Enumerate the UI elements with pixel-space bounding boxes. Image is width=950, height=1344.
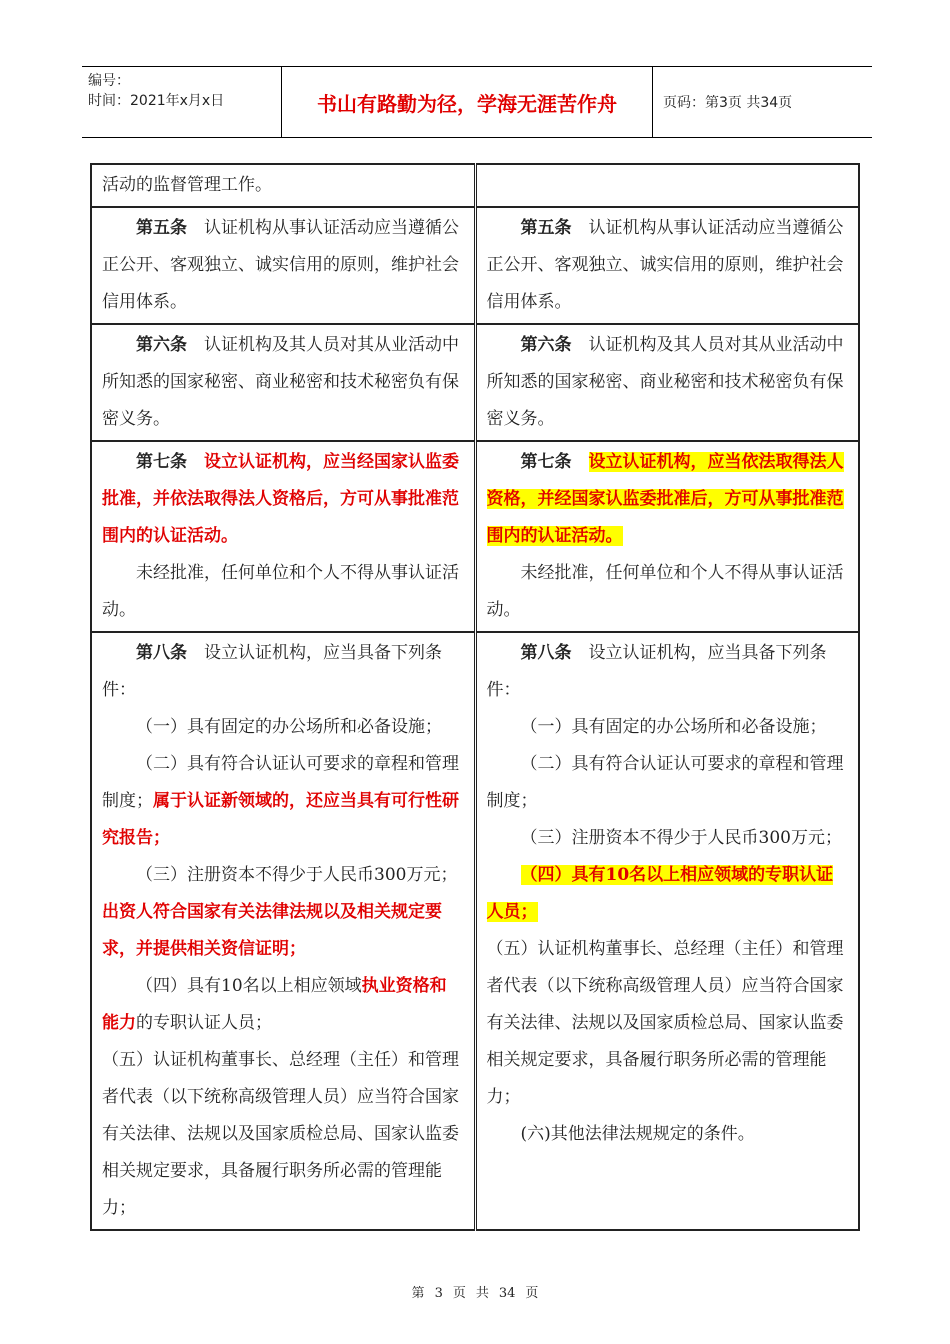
original-text-cell [91, 164, 475, 207]
paragraph [487, 820, 849, 857]
table-row [91, 207, 859, 324]
revised-text: 出资人符合国家有关法律法规以及相关规定要求，并提供相关资信证明； [102, 902, 442, 959]
text-segment: （一）具有固定的办公场所和必备设施； [520, 717, 827, 737]
number-label: 编号： [88, 73, 130, 89]
page-header [82, 66, 872, 138]
table-row [91, 632, 859, 1230]
paragraph [487, 444, 849, 555]
footer-page-number: 3 [434, 1286, 443, 1301]
page-footer [0, 1282, 950, 1301]
text-segment: 未经批准，任何单位和个人不得从事认证活动。 [486, 563, 844, 620]
paragraph [102, 555, 464, 629]
text-segment: 认证机构及其人员对其从业活动中所知悉的国家秘密、商业秘密和技术秘密负有保密义务。 [102, 335, 459, 429]
text-segment: 第五条 [520, 218, 572, 238]
text-segment: 设立认证机构，应当具备下列条件： [486, 643, 827, 700]
paragraph [102, 635, 464, 709]
paragraph [487, 931, 849, 1116]
text-segment: 第七条 [136, 452, 187, 472]
text-segment: （二）具有符合认证认可要求的章程和管理制度； [102, 754, 459, 811]
text-segment: 第六条 [520, 335, 572, 355]
page-indicator: 页码：第3页 共34页 [663, 95, 793, 111]
text-segment: 设立认证机构，应当具备下列条件： [102, 643, 442, 700]
header-meta [82, 67, 282, 137]
text-segment: （三）注册资本不得少于人民币300万元； [520, 828, 842, 848]
motto: 书山有路勤为径，学海无涯苦作舟 [282, 67, 653, 137]
paragraph [487, 857, 849, 931]
footer-total-pages: 34 [498, 1286, 516, 1301]
revised-text-cell [475, 207, 859, 324]
original-text-cell [91, 207, 475, 324]
highlighted-text: 设立认证机构，应当依法取得法人资格，并经国家认监委批准后，方可从事批准范围内的认证活动。 [486, 452, 844, 546]
text-segment: （五）认证机构董事长、总经理（主任）和管理者代表（以下统称高级管理人员）应当符合国家有关法律、法规以及国家质检总局、国家认监委相关规定要求，具备履行职务所必需的管理能力； [102, 1050, 459, 1218]
revised-text: 执业资格和能力 [102, 976, 447, 1033]
text-segment: 活动的监督管理工作。 [102, 175, 272, 195]
revised-text: 属于认证新领域的，还应当具有可行性研究报告； [102, 791, 459, 848]
table-row [91, 164, 859, 207]
paragraph [102, 709, 464, 746]
date-text: 时间：2021年x月x日 [88, 93, 225, 109]
revised-text-cell [475, 632, 859, 1230]
paragraph [487, 746, 849, 820]
paragraph [487, 1116, 849, 1153]
text-segment: 认证机构从事认证活动应当遵循公正公开、客观独立、诚实信用的原则，维护社会信用体系。 [102, 218, 459, 312]
paragraph [102, 746, 464, 857]
paragraph [487, 327, 849, 438]
text-segment: 第六条 [136, 335, 187, 355]
original-text-cell [91, 441, 475, 632]
paragraph [102, 968, 464, 1042]
text-segment: 未经批准，任何单位和个人不得从事认证活动。 [102, 563, 459, 620]
comparison-table [90, 163, 860, 1231]
text-segment: 第八条 [520, 643, 572, 663]
original-text-cell [91, 632, 475, 1230]
paragraph [487, 555, 849, 629]
highlighted-text: （四）具有10名以上相应领域的专职认证人员； [486, 865, 834, 922]
text-segment: （三）注册资本不得少于人民币300万元； [136, 865, 458, 885]
text-segment: 第八条 [136, 643, 187, 663]
footer-word: 页 [525, 1286, 539, 1301]
revised-text: 设立认证机构，应当经国家认监委批准，并依法取得法人资格后，方可从事批准范围内的认证活动。 [102, 452, 459, 546]
paragraph [102, 210, 464, 321]
revised-text-cell [475, 164, 859, 207]
revised-text-cell [475, 324, 859, 441]
paragraph [102, 167, 464, 204]
text-segment: 认证机构从事认证活动应当遵循公正公开、客观独立、诚实信用的原则，维护社会信用体系。 [486, 218, 844, 312]
text-segment: （四）具有10名以上相应领域 [136, 976, 362, 996]
text-segment [572, 452, 589, 472]
footer-word: 页 [452, 1286, 466, 1301]
text-segment: (六)其他法律法规规定的条件。 [520, 1124, 755, 1144]
footer-word: 共 [475, 1286, 489, 1301]
paragraph [102, 1042, 464, 1227]
text-segment: 认证机构及其人员对其从业活动中所知悉的国家秘密、商业秘密和技术秘密负有保密义务。 [486, 335, 844, 429]
text-segment: （一）具有固定的办公场所和必备设施； [136, 717, 442, 737]
text-segment: （五）认证机构董事长、总经理（主任）和管理者代表（以下统称高级管理人员）应当符合国家有关法律、法规以及国家质检总局、国家认监委相关规定要求，具备履行职务所必需的管理能力； [486, 939, 844, 1107]
table-row [91, 324, 859, 441]
paragraph [102, 444, 464, 555]
text-segment: 的专职认证人员； [136, 1013, 272, 1033]
paragraph [487, 635, 849, 709]
paragraph [487, 210, 849, 321]
text-segment: 第五条 [136, 218, 187, 238]
revised-text-cell [475, 441, 859, 632]
original-text-cell [91, 324, 475, 441]
text-segment: （二）具有符合认证认可要求的章程和管理制度； [486, 754, 844, 811]
text-segment: 第七条 [520, 452, 572, 472]
paragraph [102, 857, 464, 968]
footer-word: 第 [411, 1286, 425, 1301]
paragraph [102, 327, 464, 438]
paragraph [487, 709, 849, 746]
table-row [91, 441, 859, 632]
